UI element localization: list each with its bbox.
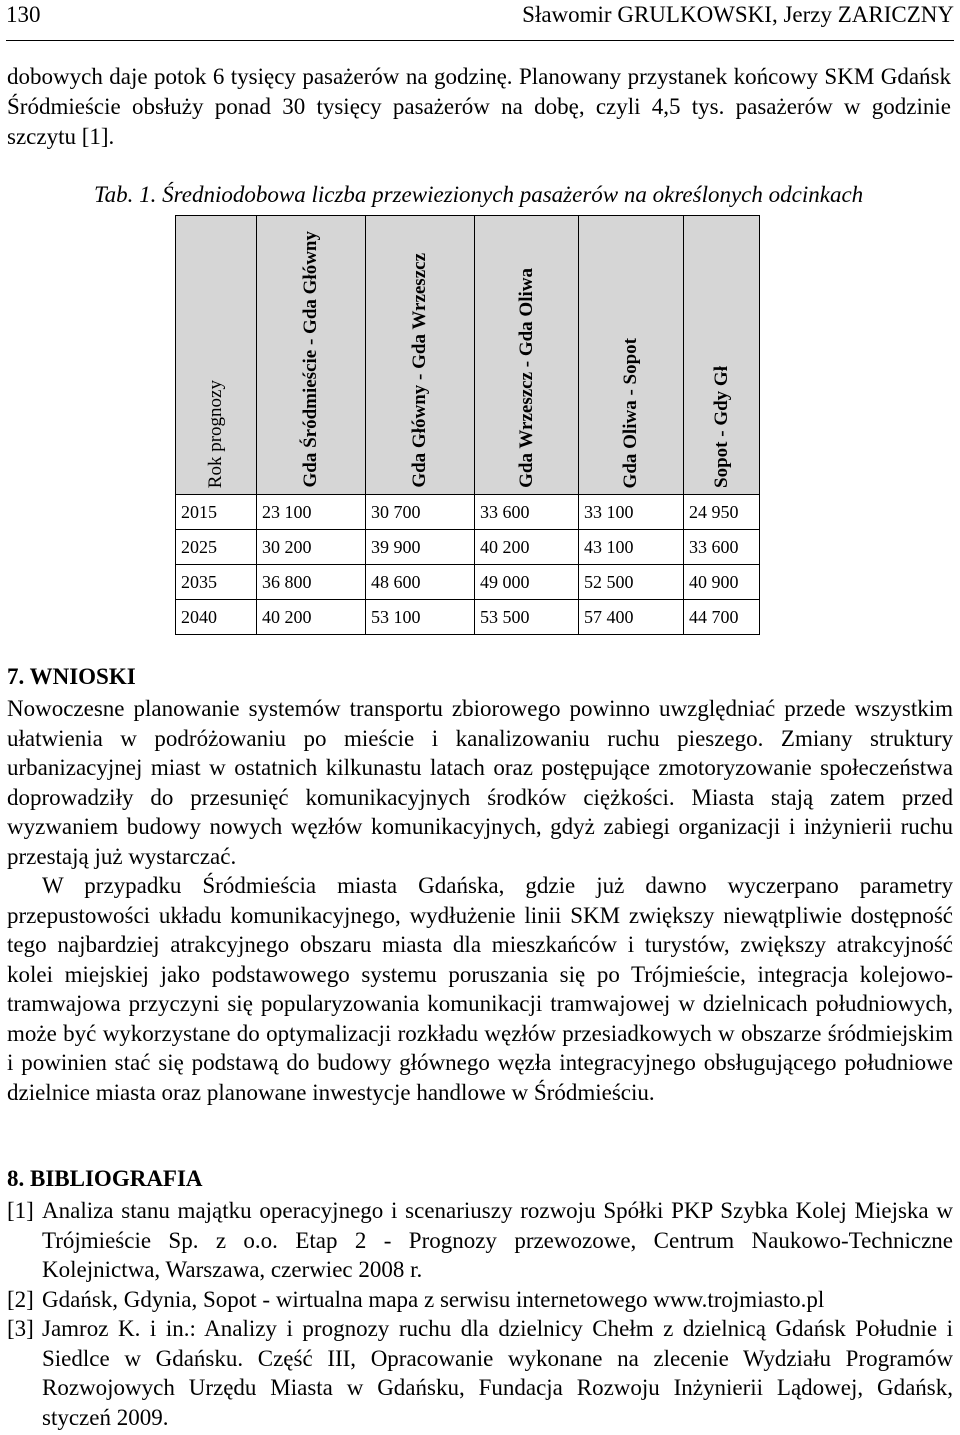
intro-paragraph: dobowych daje potok 6 tysięcy pasażerów na godzinę. Planowany przystanek końcowy SKM Gdańsk Śródmieście obsłuży ponad 30 tysięcy pasażerów na dobę, czyli 4,5 tys. pasażerów w godzinie szczytu [1]. — [7, 64, 951, 149]
header-segment-3: Gda Wrzeszcz - Gda Oliwa — [475, 216, 579, 495]
page-header — [6, 0, 954, 41]
table-caption: Tab. 1. Średniodobowa liczba przewiezionych pasażerów na określonych odcinkach — [94, 182, 864, 207]
header-year: Rok prognozy — [176, 216, 257, 495]
table-cell: 2015 — [176, 495, 257, 530]
table-cell: 52 500 — [579, 565, 684, 600]
conclusions-paragraph-2: W przypadku Śródmieścia miasta Gdańska, gdzie już dawno wyczerpano parametry przepustowości układu komunikacyjnego, wydłużenie linii SKM zwiększy niewątpliwie dostępność tego najbardziej atrakcyjnego obszaru miasta dla mieszkańców i turystów, zwiększy atrakcyjność kolei miejskiej jako podstawowego systemu poruszania się po Trójmieście, integracja kolejowo-tramwajowa przyczyni się popularyzowania komunikacji tramwajowej w dzielnicach południowych, może być wykorzystane do optymalizacji rozkładu węzłów przesiadkowych w obszarze śródmiejskim i powinien stać się podstawą do budowy głównego węzła integracyjnego obsługującego południowe dzielnice miasta oraz planowane inwestycje handlowe w Śródmieściu. — [7, 873, 953, 1105]
bibliography-ref-text: Jamroz K. i in.: Analizy i prognozy ruchu dla dzielnicy Chełm z dzielnicą Gdańsk Południe i Siedlce w Gdańsku. Część III, Opracowanie wykonane na zlecenie Wydziału Programów Rozwojowych Urzędu Miasta w Gdańsku, Fundacja Rozwoju Inżynierii Lądowej, Gdańsk, styczeń 2009. — [42, 1316, 953, 1430]
table-cell: 57 400 — [579, 600, 684, 635]
bibliography-item — [7, 1314, 953, 1432]
table-cell: 33 100 — [579, 495, 684, 530]
bibliography-ref-number: [3] — [7, 1316, 34, 1341]
table-header-row — [176, 216, 760, 495]
header-segment-2: Gda Główny - Gda Wrzeszcz — [366, 216, 475, 495]
table-cell: 2040 — [176, 600, 257, 635]
header-segment-1: Gda Śródmieście - Gda Główny — [257, 216, 366, 495]
table-cell: 44 700 — [684, 600, 760, 635]
table-cell: 24 950 — [684, 495, 760, 530]
table-cell: 40 200 — [475, 530, 579, 565]
table-cell: 36 800 — [257, 565, 366, 600]
table-row — [176, 530, 760, 565]
bibliography-ref-text: Analiza stanu majątku operacyjnego i scenariuszy rozwoju Spółki PKP Szybka Kolej Miejska w Trójmieście Sp. z o.o. Etap 2 - Prognozy przewozowe, Centrum Naukowo-Techniczne Kolejnictwa, Warszawa, czerwiec 2008 r. — [42, 1198, 953, 1282]
header-segment-5: Sopot - Gdy Gł — [684, 216, 760, 495]
bibliography-list — [7, 1196, 953, 1432]
page-number: 130 — [6, 2, 41, 27]
table-cell: 33 600 — [475, 495, 579, 530]
table-cell: 2025 — [176, 530, 257, 565]
passenger-table — [175, 215, 760, 635]
table-row — [176, 495, 760, 530]
conclusions-paragraph-1: Nowoczesne planowanie systemów transportu zbiorowego powinno uwzględniać przede wszystkim ułatwienia w podróżowaniu po mieście i kanalizowaniu ruchu pieszego. Zmiany struktury urbanizacyjnej miast w ostatnich kilkunastu latach oraz postępujące zmotoryzowanie społeczeństwa doprowadziły do przesunięć komunikacyjnych środków ciężkości. Miasta stają zatem przed wyzwaniem budowy nowych węzłów komunikacyjnych, gdyż zabiegi organizacji i inżynierii ruchu przestają już wystarczać. — [7, 696, 953, 869]
section-heading-bibliography: 8. BIBLIOGRAFIA — [7, 1166, 203, 1191]
header-segment-4: Gda Oliwa - Sopot — [579, 216, 684, 495]
table-cell: 33 600 — [684, 530, 760, 565]
bibliography-item — [7, 1196, 953, 1285]
table-cell: 53 100 — [366, 600, 475, 635]
section-heading-conclusions: 7. WNIOSKI — [7, 664, 136, 689]
bibliography-ref-number: [2] — [7, 1286, 34, 1312]
bibliography-ref-text: Gdańsk, Gdynia, Sopot - wirtualna mapa z serwisu internetowego www.trojmiasto.pl — [42, 1286, 825, 1312]
table-cell: 39 900 — [366, 530, 475, 565]
bibliography-item — [7, 1285, 953, 1315]
conclusions-body — [7, 694, 953, 1107]
table-row — [176, 600, 760, 635]
table-cell: 53 500 — [475, 600, 579, 635]
table-cell: 23 100 — [257, 495, 366, 530]
table-cell: 2035 — [176, 565, 257, 600]
bibliography-ref-number: [1] — [7, 1198, 34, 1223]
table-cell: 48 600 — [366, 565, 475, 600]
table-cell: 30 200 — [257, 530, 366, 565]
table-row — [176, 565, 760, 600]
table-cell: 40 200 — [257, 600, 366, 635]
running-header-authors: Sławomir GRULKOWSKI, Jerzy ZARICZNY — [522, 2, 954, 27]
table-cell: 40 900 — [684, 565, 760, 600]
table-cell: 43 100 — [579, 530, 684, 565]
table-cell: 30 700 — [366, 495, 475, 530]
table-cell: 49 000 — [475, 565, 579, 600]
